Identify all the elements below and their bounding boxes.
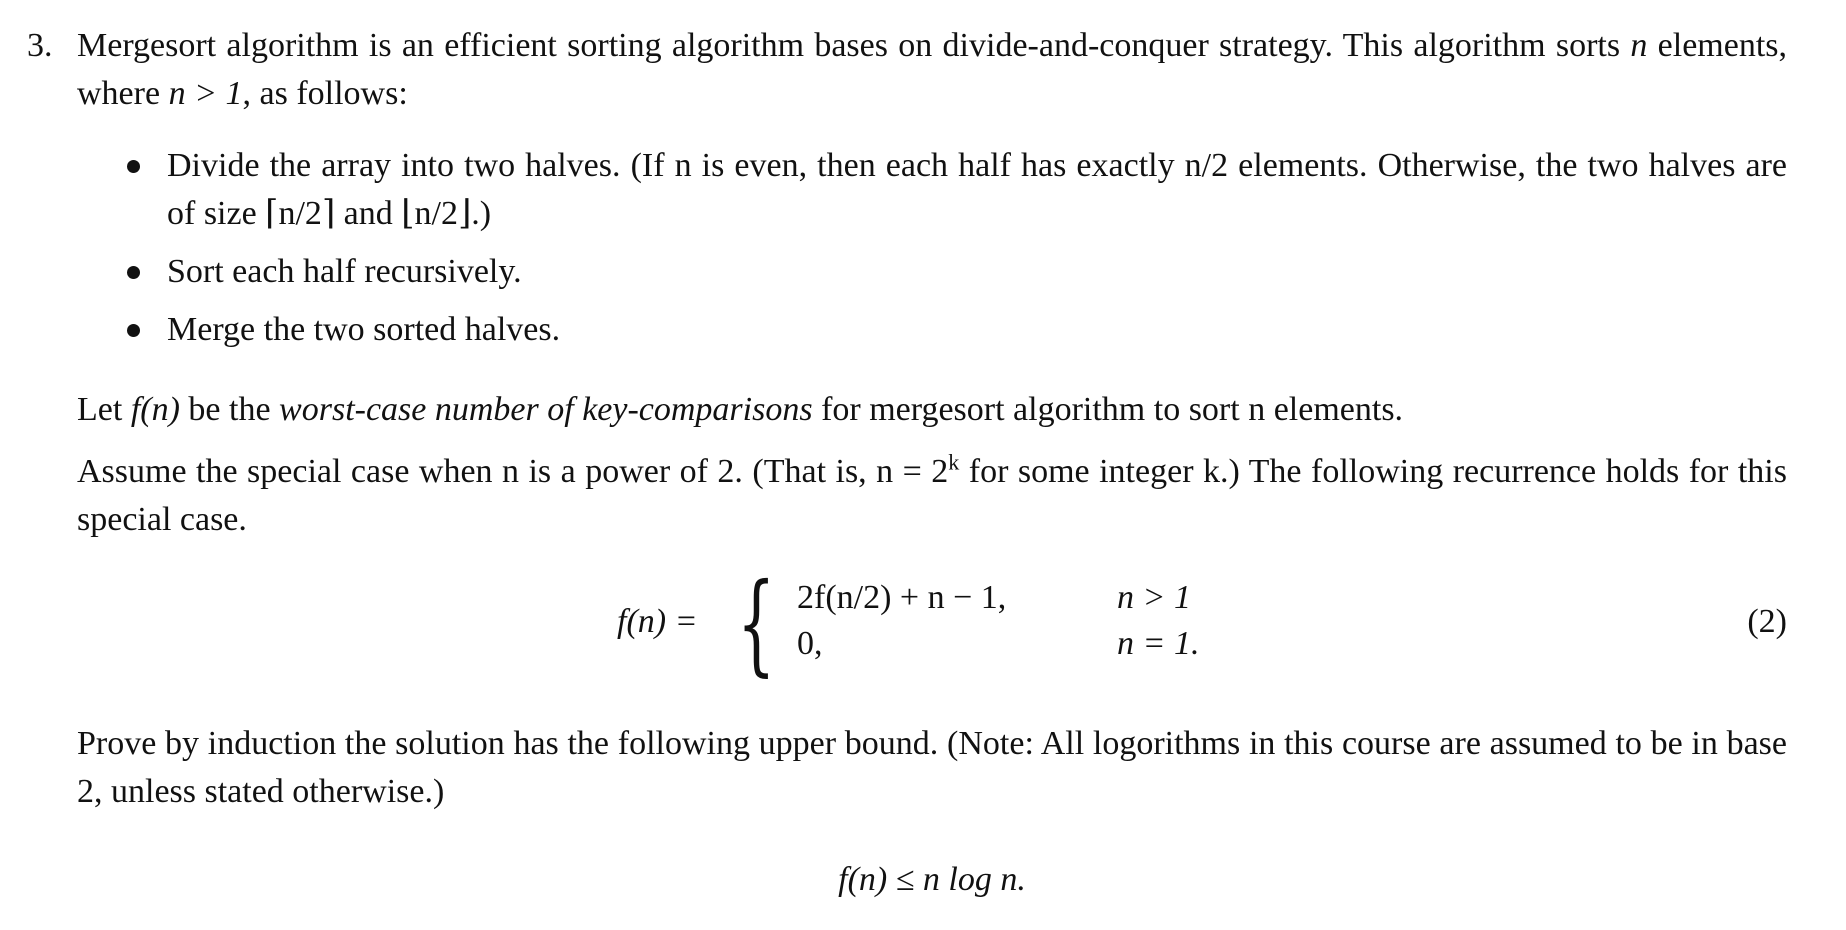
problem-number: 3.	[27, 27, 53, 64]
step-item	[127, 142, 1787, 238]
bullet-icon	[127, 324, 140, 337]
algorithm-steps	[27, 142, 1787, 354]
problem-header	[27, 22, 1787, 118]
intro-text-3: , as follows:	[242, 75, 408, 112]
case-2-condition: n = 1.	[1117, 625, 1200, 662]
definition-paragraph	[77, 386, 1787, 434]
prove-paragraph: Prove by induction the solution has the following upper bound. (Note: All logorithms in this course are assumed to be in base 2, unless stated otherwise.)	[77, 725, 1787, 810]
step-item	[127, 306, 1787, 354]
intro-text-1: Mergesort algorithm is an efficient sorting algorithm bases on divide-and-conquer strategy. This algorithm sorts	[77, 27, 1631, 64]
step-text: Sort each half recursively.	[167, 253, 522, 290]
equation-lhs: f(n) =	[617, 603, 698, 640]
def-text-mid: be the	[179, 391, 280, 428]
recurrence-equation	[27, 559, 1787, 687]
bullet-icon	[127, 160, 140, 173]
upper-bound-formula: f(n) ≤ n log n.	[838, 861, 1026, 898]
step-text: Merge the two sorted halves.	[167, 311, 561, 348]
def-function: f(n)	[130, 391, 180, 428]
case-2-expression: 0,	[797, 625, 823, 662]
bullet-icon	[127, 266, 140, 279]
assumption-exponent: k	[948, 449, 960, 475]
intro-var-n: n	[1630, 27, 1648, 64]
def-text-after: for mergesort algorithm to sort n elements.	[812, 391, 1404, 428]
problem-3	[27, 22, 1787, 904]
step-text: Divide the array into two halves. (If n is even, then each half has exactly n/2 elements. Otherwise, the two halves are of size ⌈n/2⌉ and ⌊n/2⌋.)	[167, 147, 1787, 232]
assumption-text-a: Assume the special case when n is a power of 2. (That is, n = 2	[77, 453, 949, 490]
intro-text-2: elements, where	[77, 27, 1787, 112]
left-brace-icon: {	[737, 559, 776, 687]
assumption-text-b: for some integer k.) The following recurrence holds for this special case.	[77, 453, 1787, 538]
problem-intro	[77, 22, 1787, 118]
step-item	[127, 248, 1787, 296]
intro-condition: n > 1	[168, 75, 243, 112]
equation-number: (2)	[1747, 603, 1787, 640]
def-text-before: Let	[77, 391, 131, 428]
def-emphasis: worst-case number of key-comparisons	[279, 391, 813, 428]
case-1-condition: n > 1	[1117, 579, 1191, 616]
assumption-paragraph	[77, 448, 1787, 544]
case-1-expression: 2f(n/2) + n − 1,	[797, 579, 1007, 616]
